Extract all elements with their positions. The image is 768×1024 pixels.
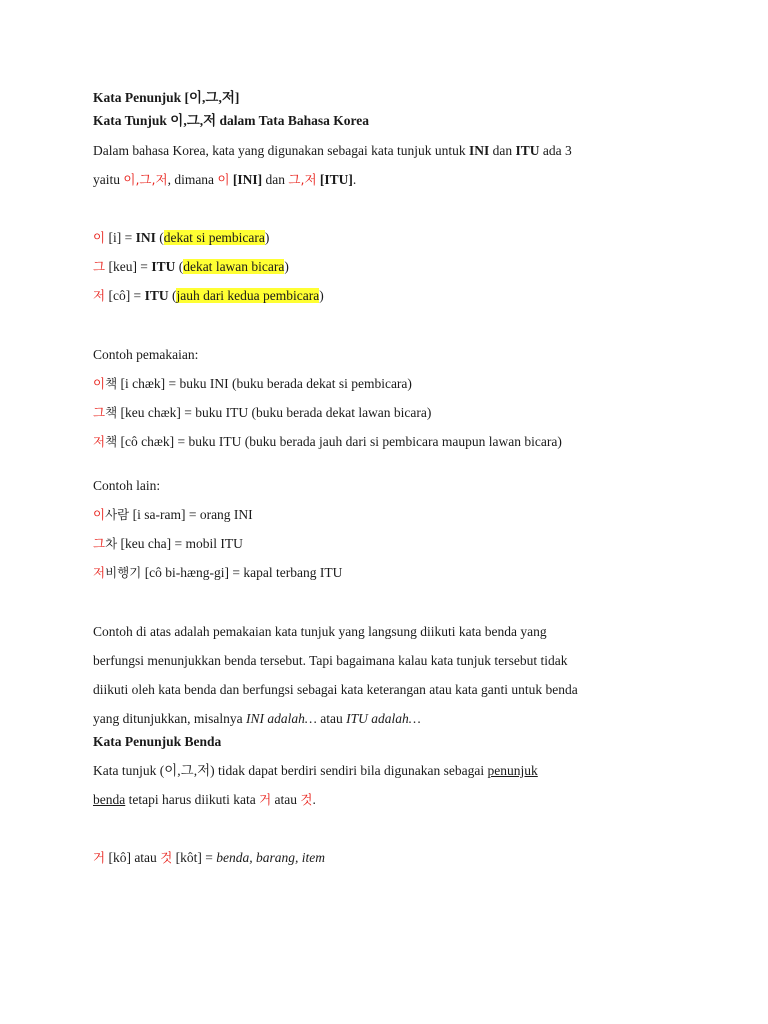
itu-word: ITU	[515, 143, 540, 158]
period: .	[352, 172, 357, 187]
paragraph-line-3: diikuti oleh kata benda dan berfungsi sebagai kata keterangan atau kata ganti untuk benda	[93, 682, 578, 697]
underlined-penunjuk: penunjuk	[487, 763, 538, 778]
korean-geu-jeo: 그,저	[288, 172, 317, 187]
paren-open: (	[159, 230, 164, 245]
example-text: [i sa-ram] = orang INI	[132, 507, 253, 522]
yaitu-word: yaitu	[93, 172, 120, 187]
lain-row-1	[93, 506, 253, 524]
korean-geo: 거	[93, 850, 106, 865]
paren-open: (	[171, 288, 177, 303]
meaning-word: INI	[135, 230, 156, 245]
highlighted-text: dekat si pembicara	[163, 230, 265, 245]
dan-word-2: dan	[265, 172, 286, 187]
benda-text: Kata tunjuk (이,그,저) tidak dapat berdiri sendiri bila digunakan sebagai	[93, 763, 485, 778]
korean-noun: 책	[105, 434, 118, 449]
korean-red: 그	[93, 536, 106, 551]
italic-example: INI adalah…	[245, 711, 317, 726]
korean-red: 이	[93, 507, 106, 522]
korean-geo: 거	[259, 792, 272, 807]
period: .	[312, 792, 316, 807]
korean-red: 저	[93, 434, 106, 449]
contoh-title: Contoh pemakaian:	[93, 347, 199, 362]
korean-red: 저	[93, 565, 106, 580]
korean-char: 저	[93, 288, 106, 303]
ini-word: INI	[469, 143, 490, 158]
romanization: [keu] =	[108, 259, 148, 274]
def-row-jeo	[93, 287, 324, 305]
dan-word: dan	[492, 143, 513, 158]
lain-row-2	[93, 535, 243, 553]
paragraph-line-4	[93, 710, 421, 728]
intro-text-end: ada 3	[542, 143, 572, 158]
intro-text: Dalam bahasa Korea, kata yang digunakan sebagai kata tunjuk untuk	[93, 143, 466, 158]
korean-red: 이	[93, 376, 106, 391]
atau-word: atau	[274, 792, 298, 807]
romanization-kot: [kôt] =	[175, 850, 213, 865]
heading-kata-penunjuk-benda: Kata Penunjuk Benda	[93, 734, 222, 749]
atau-word: atau	[320, 711, 343, 726]
paren-close: )	[319, 288, 324, 303]
korean-geot: 것	[300, 792, 313, 807]
highlighted-text: jauh dari kedua pembicara	[176, 288, 320, 303]
paragraph-text: yang ditunjukkan, misalnya	[93, 711, 243, 726]
example-text: [keu chæk] = buku ITU (buku berada dekat lawan bicara)	[120, 405, 432, 420]
korean-red: 그	[93, 405, 106, 420]
dimana-word: , dimana	[167, 172, 215, 187]
ini-bracket: [INI]	[232, 172, 263, 187]
contoh-row-3	[93, 433, 562, 451]
benda-text-2: tetapi harus diikuti kata	[128, 792, 256, 807]
example-text: [cô chæk] = buku ITU (buku berada jauh dari si pembicara maupun lawan bicara)	[120, 434, 562, 449]
korean-noun: 책	[105, 405, 118, 420]
korean-noun: 비행기	[105, 565, 142, 580]
intro-line-1	[93, 142, 572, 160]
example-text: [cô bi-hæng-gi] = kapal terbang ITU	[144, 565, 343, 580]
korean-geot: 것	[160, 850, 173, 865]
underlined-benda: benda	[93, 792, 126, 807]
paren-close: )	[284, 259, 289, 274]
def-row-geu	[93, 258, 289, 276]
meaning-word: ITU	[144, 288, 169, 303]
example-text: [keu cha] = mobil ITU	[120, 536, 243, 551]
korean-char: 그	[93, 259, 106, 274]
def-row-i	[93, 229, 269, 247]
benda-line-1	[93, 762, 538, 780]
contoh-row-2	[93, 404, 431, 422]
intro-line-2	[93, 171, 356, 189]
meaning-word: ITU	[151, 259, 176, 274]
paren-close: )	[264, 230, 270, 245]
korean-i: 이	[217, 172, 230, 187]
korean-noun: 차	[105, 536, 118, 551]
paragraph-line-2: berfungsi menunjukkan benda tersebut. Tapi bagaimana kalau kata tunjuk tersebut tidak	[93, 653, 568, 668]
paren-open: (	[178, 259, 184, 274]
lain-row-3	[93, 564, 342, 582]
lain-title: Contoh lain:	[93, 478, 161, 493]
italic-meaning: benda, barang, item	[216, 850, 325, 865]
korean-noun: 책	[105, 376, 118, 391]
definition-line	[93, 849, 325, 867]
paragraph-line-1: Contoh di atas adalah pemakaian kata tunjuk yang langsung diikuti kata benda yang	[93, 624, 547, 639]
highlighted-text: dekat lawan bicara	[183, 259, 285, 274]
korean-noun: 사람	[105, 507, 130, 522]
italic-example-2: ITU adalah…	[346, 711, 421, 726]
heading-kata-tunjuk: Kata Tunjuk 이,그,저 dalam Tata Bahasa Korea	[93, 113, 369, 128]
benda-line-2	[93, 791, 316, 809]
korean-list: 이,그,저	[123, 172, 168, 187]
romanization: [i] =	[108, 230, 133, 245]
contoh-row-1	[93, 375, 412, 393]
romanization: [cô] =	[108, 288, 142, 303]
example-text: [i chæk] = buku INI (buku berada dekat si pembicara)	[120, 376, 412, 391]
korean-char: 이	[93, 230, 106, 245]
heading-kata-penunjuk: Kata Penunjuk [이,그,저]	[93, 90, 240, 105]
romanization-ko: [kô] atau	[108, 850, 157, 865]
itu-bracket: [ITU]	[319, 172, 353, 187]
